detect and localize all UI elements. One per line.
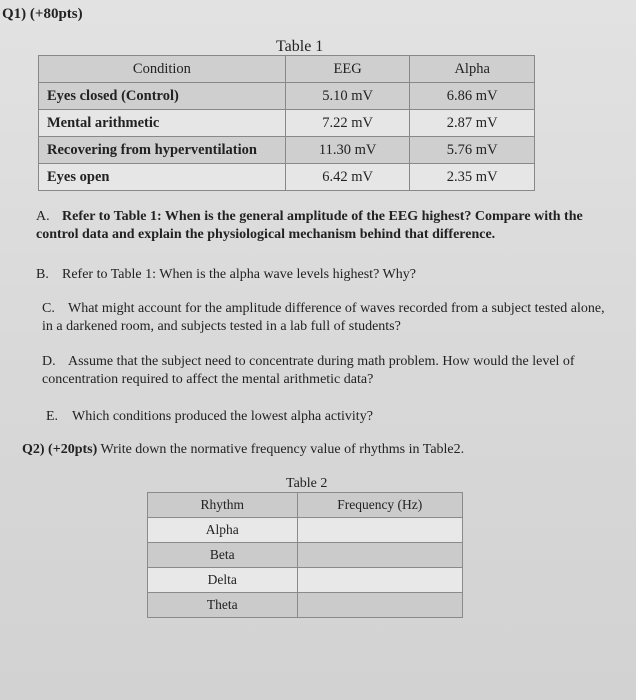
q2-prompt	[22, 442, 464, 458]
table1-caption: Table 1	[276, 38, 324, 55]
q2-text: Write down the normative frequency value of rhythms in Table2.	[100, 442, 465, 457]
question-a	[36, 208, 606, 244]
question-text: Assume that the subject need to concentrate during math problem. How would the level of concentration required to affect the mental arithmetic data?	[42, 354, 575, 387]
alpha-cell: 2.87 mV	[410, 110, 535, 137]
alpha-cell: 5.76 mV	[410, 137, 535, 164]
table1	[38, 55, 535, 191]
eeg-cell: 11.30 mV	[285, 137, 410, 164]
condition-cell: Eyes open	[39, 164, 286, 191]
table-row	[148, 568, 463, 593]
condition-cell: Recovering from hyperventilation	[39, 137, 286, 164]
table-row	[39, 137, 535, 164]
table2	[147, 492, 463, 618]
table2-header-row	[148, 493, 463, 518]
condition-cell: Eyes closed (Control)	[39, 83, 286, 110]
question-text: Which conditions produced the lowest alpha activity?	[72, 409, 373, 424]
table-row	[148, 593, 463, 618]
table1-header-alpha: Alpha	[410, 56, 535, 83]
frequency-cell[interactable]	[297, 543, 462, 568]
table-row	[39, 164, 535, 191]
eeg-cell: 6.42 mV	[285, 164, 410, 191]
table1-header-condition: Condition	[39, 56, 286, 83]
alpha-cell: 2.35 mV	[410, 164, 535, 191]
table2-caption: Table 2	[286, 476, 328, 491]
eeg-cell: 7.22 mV	[285, 110, 410, 137]
condition-cell: Mental arithmetic	[39, 110, 286, 137]
question-d	[42, 353, 608, 389]
eeg-cell: 5.10 mV	[285, 83, 410, 110]
table-row	[148, 518, 463, 543]
table2-header-frequency: Frequency (Hz)	[297, 493, 462, 518]
table-row	[39, 83, 535, 110]
frequency-cell[interactable]	[297, 568, 462, 593]
question-text: Refer to Table 1: When is the general amplitude of the EEG highest? Compare with the control data and explain the physiological mechanism behind that difference.	[36, 209, 583, 242]
question-e	[46, 408, 373, 426]
rhythm-cell: Beta	[148, 543, 298, 568]
table1-header-eeg: EEG	[285, 56, 410, 83]
q1-heading: Q1) (+80pts)	[2, 6, 83, 22]
table2-header-rhythm: Rhythm	[148, 493, 298, 518]
table-row	[148, 543, 463, 568]
question-letter: E.	[46, 409, 59, 424]
table-row	[39, 110, 535, 137]
frequency-cell[interactable]	[297, 593, 462, 618]
alpha-cell: 6.86 mV	[410, 83, 535, 110]
table1-header-row	[39, 56, 535, 83]
rhythm-cell: Delta	[148, 568, 298, 593]
question-letter: A.	[36, 209, 50, 224]
q2-label: Q2) (+20pts)	[22, 442, 98, 457]
question-b	[36, 266, 416, 284]
question-letter: D.	[42, 354, 56, 369]
question-c	[42, 300, 608, 336]
rhythm-cell: Alpha	[148, 518, 298, 543]
question-text: Refer to Table 1: When is the alpha wave levels highest? Why?	[62, 267, 416, 282]
question-text: What might account for the amplitude difference of waves recorded from a subject tested alone, in a darkened room, and subjects tested in a lab full of students?	[42, 301, 605, 334]
rhythm-cell: Theta	[148, 593, 298, 618]
question-letter: B.	[36, 267, 49, 282]
question-letter: C.	[42, 301, 55, 316]
frequency-cell[interactable]	[297, 518, 462, 543]
